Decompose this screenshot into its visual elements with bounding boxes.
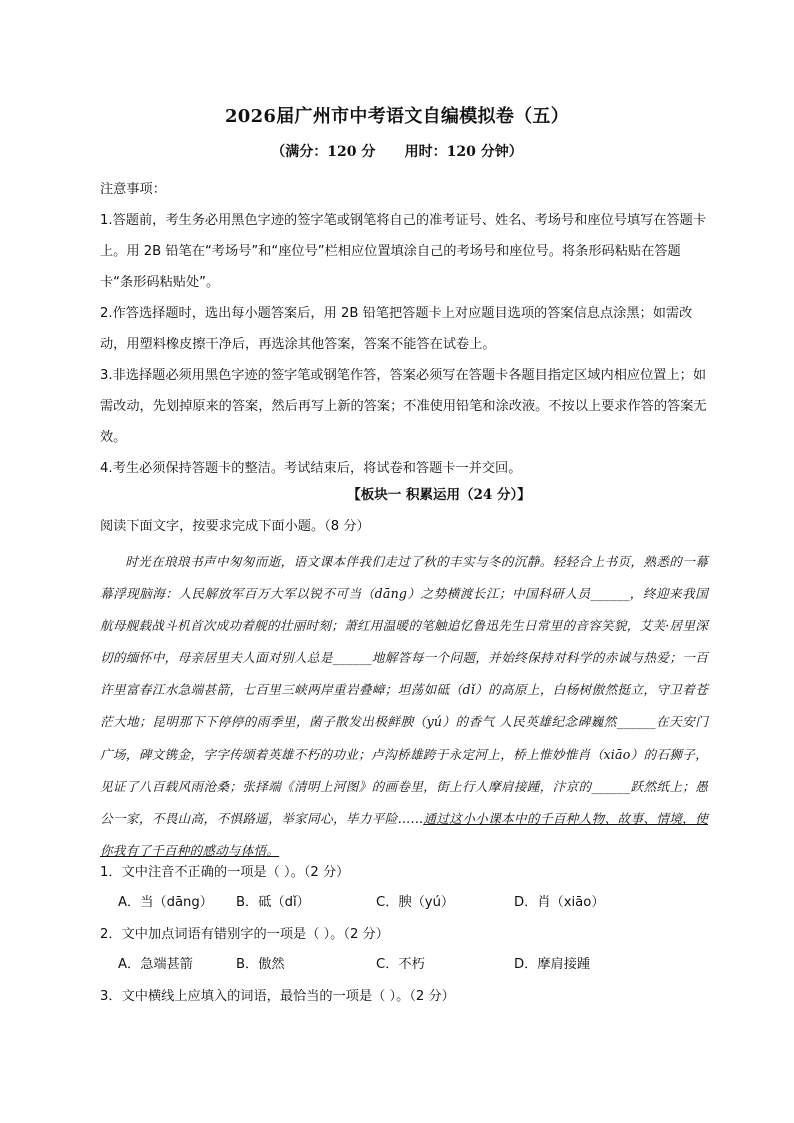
question-2-options bbox=[100, 950, 708, 980]
question-list bbox=[100, 858, 708, 1012]
question-2-stem: 2．文中加点词语有错别字的一项是（ ）。（2 分） bbox=[100, 927, 389, 942]
option-d: D．肖（xiāo） bbox=[514, 895, 605, 910]
option-a: A．当（dāng） bbox=[118, 895, 213, 910]
option-b: B．傲然 bbox=[236, 957, 285, 972]
section-heading: 【板块一 积累运用（24 分）】 bbox=[347, 487, 531, 503]
option-c: C．不朽 bbox=[376, 957, 425, 972]
notes-heading: 注意事项： bbox=[100, 182, 166, 197]
note-item-4: 4.考生必须保持答题卡的整洁。考试结束后，将试卷和答题卡一并交回。 bbox=[100, 461, 522, 476]
reading-instruction: 阅读下面文字，按要求完成下面小题。（8 分） bbox=[100, 519, 370, 534]
reading-passage bbox=[100, 546, 708, 867]
question-1-stem: 1．文中注音不正确的一项是（ ）。（2 分） bbox=[100, 865, 350, 880]
question-3-stem: 3．文中横线上应填入的词语，最恰当的一项是（ ）。（2 分） bbox=[100, 989, 455, 1004]
passage-text: 时光在琅琅书声中匆匆而逝，语文课本伴我们走过了秋的丰实与冬的沉静。轻轻合上书页，熟悉的一幕幕浮现脑海：人民解放军百万大军以锐不可当（dāng）之势横渡长江；中国科研人员______，终迎来我国航母舰载战斗机首次成功着舰的壮丽时刻；萧红用温暖的笔触追忆鲁迅先生日常里的音容笑貌，艾芙·居里深切的缅怀中，母亲居里夫人面对别人总是______地解答每一个问题，并始终保持对科学的赤诚与热爱；一百许里富春江水急端甚箭，七百里三峡两岸重岩叠嶂；坦荡如砥（dǐ）的高原上，白杨树傲然挺立，守卫着苍茫大地；昆明那下下停停的雨季里，菌子散发出极鲜腴（yú）的香气 人民英雄纪念碑巍然______在天安门广场，碑文镌金，字字传颂着英雄不朽的功业；卢沟桥雄跨于永定河上，桥上惟妙惟肖（xiāo）的石狮子，见证了八百载风雨沧桑；张择端《清明上河图》的画卷里，街上行人摩肩接踵，汴京的______跃然纸上；愚公一家，不畏山高，不惧路遥，举家同心，毕力平险…… bbox=[100, 554, 708, 826]
header bbox=[0, 104, 794, 162]
note-item-3: 3.非选择题必须用黑色字迹的签字笔或钢笔作答，答案必须写在答题卡各题目指定区域内相应位置上；如需改动，先划掉原来的答案，然后再写上新的答案；不准使用铅笔和涂改液。不按以上要求作答的答案无效。 bbox=[100, 368, 707, 445]
score-time-info: （满分：120 分 用时：120 分钟） bbox=[271, 144, 523, 160]
option-b: B．砥（dǐ） bbox=[236, 895, 310, 910]
option-d: D．摩肩接踵 bbox=[514, 957, 591, 972]
page-title: 2026届广州市中考语文自编模拟卷（五） bbox=[224, 106, 570, 127]
question-1-options bbox=[100, 888, 708, 918]
note-item-2: 2.作答选择题时，选出每小题答案后，用 2B 铅笔把答题卡上对应题目选项的答案信息点涂黑；如需改动，用塑料橡皮擦干净后，再选涂其他答案，答案不能答在试卷上。 bbox=[100, 306, 693, 352]
note-item-1: 1.答题前，考生务必用黑色字迹的签字笔或钢笔将自己的准考证号、姓名、考场号和座位号填写在答题卡上。用 2B 铅笔在“考场号”和“座位号”栏相应位置填涂自己的考场号和座位号。将条形码粘贴在答题卡“条形码粘贴处”。 bbox=[100, 213, 707, 290]
passage-underlined-sentence: 通过这小小课本中的千百种人物、故事、情境，使你我有了千百种的感动与体悟。 bbox=[100, 810, 708, 858]
option-a: A．急端甚箭 bbox=[118, 957, 193, 972]
exam-notes bbox=[100, 174, 708, 484]
option-c: C．腴（yú） bbox=[376, 895, 455, 910]
